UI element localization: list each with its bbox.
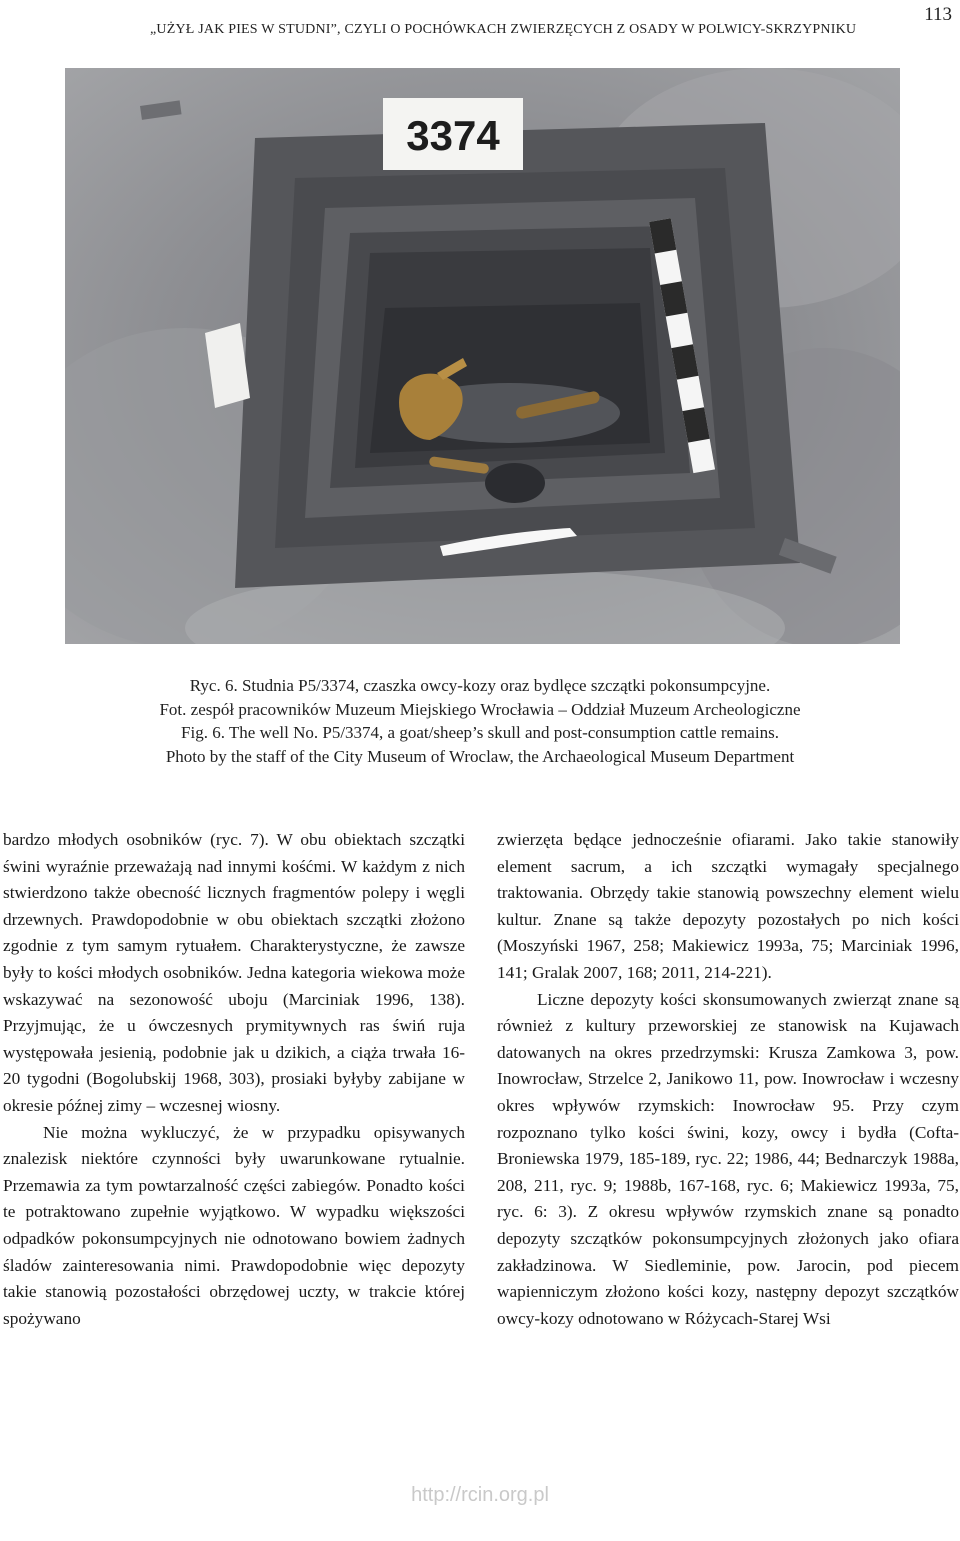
text-column-left bbox=[3, 827, 465, 1332]
excavation-photo-drawing bbox=[65, 68, 900, 644]
watermark-url: http://rcin.org.pl bbox=[411, 1484, 549, 1506]
running-title: „UŻYŁ JAK PIES W STUDNI”, CZYLI O POCHÓWKACH ZWIERZĘCYCH Z OSADY W POLWICY-SKRZYPNIKU bbox=[150, 22, 857, 37]
paragraph: zwierzęta będące jednocześnie ofiarami. Jako takie stanowiły element sacrum, a ich szczątki wymagały specjalnego traktowania. Obrzędy takie stanowią powszechny element wielu kultur. Znane są także depozyty pozostałych po nich kości (Moszyński 1967, 258; Makiewicz 1993a, 75; Marciniak 1996, 141; Gralak 2007, 168; 2011, 214-221). bbox=[497, 830, 959, 982]
text-column-right bbox=[497, 827, 959, 1332]
paragraph: Liczne depozyty kości skonsumowanych zwierząt znane są również z kultury przeworskiej ze stanowisk na Kujawach datowanych na okres przedrzymski: Krusza Zamkowa 3, pow. Inowrocław, Strzelce 2, Janikowo 11, pow. Inowrocław i wczesny okres wpływów rzymskich: Inowrocław 95. Przy czym rozpoznano tylko kości świni, kozy, owcy i bydła (Cofta-Broniewska 1979, 185-189, ryc. 22; 1986, 44; Bednarczyk 1988a, 208, 211, ryc. 9; 1988b, 167-168, ryc. 6; Makiewicz 1993a, 75, ryc. 6: 3). Z okresu wpływów rzymskich znane są ponadto depozyty szczątków pokonsumpcyjnych złożonych jako ofiara zakładzinowa. W Siedleminie, pow. Jarocin, pod piecem wapienniczym złożono kości kozy, następny depozyt szczątków owcy-kozy odnotowano w Różycach-Starej Wsi bbox=[497, 989, 959, 1328]
figure-caption bbox=[0, 674, 960, 768]
caption-line: Ryc. 6. Studnia P5/3374, czaszka owcy-kozy oraz bydlęce szczątki pokonsumpcyjne. bbox=[189, 676, 771, 695]
running-header bbox=[0, 0, 960, 50]
paragraph: bardzo młodych osobników (ryc. 7). W obu obiektach szczątki świni wyraźnie przeważają nad innymi kośćmi. W każdym z nich stwierdzono także obecność licznych fragmentów polepy i węgli drzewnych. Prawdopodobnie w obu obiektach szczątki złożono zgodnie z tym samym rytuałem. Charakterystyczne, że zawsze były to kości młodych osobników. Jedna kategoria wiekowa może wskazywać na sezonowość uboju (Marciniak 1996, 138). Przyjmując, że u ówczesnych prymitywnych ras świń ruja występowała jesienią, podobnie jak u dzikich, a ciąża trwała 16-20 tygodni (Bogolubskij 1968, 303), prosiaki byłyby zabijane w okresie późnej zimy – wczesnej wiosny. bbox=[3, 830, 465, 1115]
excavation-photo bbox=[65, 68, 900, 644]
caption-line: Fig. 6. The well No. P5/3374, a goat/sheep’s skull and post-consumption cattle remains. bbox=[181, 723, 779, 743]
caption-line: Fot. zespół pracowników Muzeum Miejskiego Wrocławia – Oddział Muzeum Archeologiczne bbox=[159, 699, 801, 719]
page-number: 113 bbox=[924, 4, 952, 25]
caption-line: Photo by the staff of the City Museum of Wroclaw, the Archaeological Museum Department bbox=[165, 746, 795, 766]
label-board-number: 3374 bbox=[406, 112, 500, 159]
paragraph: Nie można wykluczyć, że w przypadku opisywanych znalezisk niektóre czynności były uwarunkowane rytualnie. Przemawia za tym powtarzalność części zabiegów. Ponadto kości te potraktowano zupełnie wyjątkowo. W wypadku większości odpadków pokonsumpcyjnych nie odnotowano bowiem żadnych śladów zainteresowania nimi. Prawdopodobnie więc depozyty takie stanowią pozostałości obrzędowej uczty, w trakcie której spożywano bbox=[3, 1122, 465, 1328]
